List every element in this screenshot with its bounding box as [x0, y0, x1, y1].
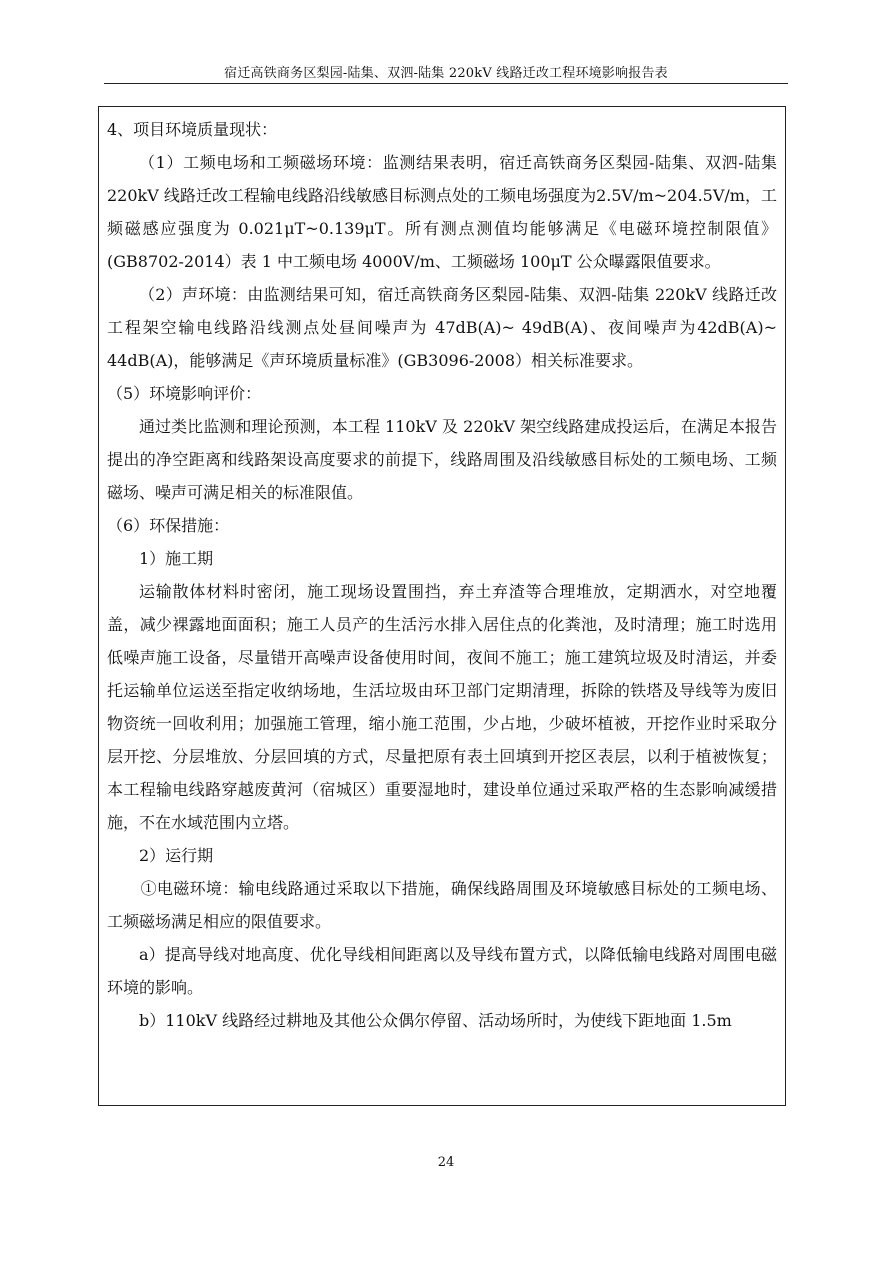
page-number: 24 [437, 1155, 455, 1170]
paragraph-noise-status: （2）声环境：由监测结果可知，宿迁高铁商务区梨园-陆集、双泗-陆集 220kV 线路迁改工程架空输电线路沿线测点处昼间噪声为 47dB(A)~ 49dB(A)、夜间噪声为42dB(A)~ 44dB(A)，能够满足《声环境质量标准》(GB3096-2008）相关标准要求。 [107, 285, 777, 370]
paragraph-measure-a: a）提高导线对地高度、优化导线相间距离以及导线布置方式，以降低输电线路对周围电磁环境的影响。 [107, 945, 777, 997]
paragraph-impact-evaluation: 通过类比监测和理论预测，本工程 110kV 及 220kV 架空线路建成投运后，在满足本报告提出的净空距离和线路架设高度要求的前提下，线路周围及沿线敏感目标处的工频电场、工频磁场、噪声可满足相关的标准限值。 [107, 417, 777, 502]
subheading-construction-period: 1）施工期 [139, 549, 214, 568]
subheading-operation-period: 2）运行期 [139, 846, 214, 865]
paragraph-electromagnetic-measures: ①电磁环境：输电线路通过采取以下措施，确保线路周围及环境敏感目标处的工频电场、工频磁场满足相应的限值要求。 [107, 879, 777, 931]
paragraph-measure-b: b）110kV 线路经过耕地及其他公众偶尔停留、活动场所时，为使线下距地面 1.5m [139, 1011, 732, 1030]
report-header-title: 宿迁高铁商务区梨园-陆集、双泗-陆集 220kV 线路迁改工程环境影响报告表 [224, 66, 668, 81]
content-body [107, 113, 777, 1037]
section-heading-impact-evaluation: （5）环境影响评价： [107, 384, 262, 403]
content-frame [98, 106, 786, 1106]
section-heading-quality-status: 4、项目环境质量现状： [107, 120, 278, 139]
paragraph-construction-measures: 运输散体材料时密闭，施工现场设置围挡，弃土弃渣等合理堆放，定期洒水，对空地覆盖，减少裸露地面面积；施工人员产的生活污水排入居住点的化粪池，及时清理；施工时选用低噪声施工设备，尽量错开高噪声设备使用时间，夜间不施工；施工建筑垃圾及时清运，并委托运输单位运送至指定收纳场地，生活垃圾由环卫部门定期清理，拆除的铁塔及导线等为废旧物资统一回收利用；加强施工管理，缩小施工范围，少占地，少破坏植被，开挖作业时采取分层开挖、分层堆放、分层回填的方式，尽量把原有表土回填到开挖区表层，以利于植被恢复；本工程输电线路穿越废黄河（宿城区）重要湿地时，建设单位通过采取严格的生态影响减缓措施，不在水域范围内立塔。 [107, 582, 777, 832]
section-heading-protection-measures: （6）环保措施： [107, 516, 230, 535]
paragraph-emf-status: （1）工频电场和工频磁场环境：监测结果表明，宿迁高铁商务区梨园-陆集、双泗-陆集 220kV 线路迁改工程输电线路沿线敏感目标测点处的工频电场强度为2.5V/m~204.5V/m，工频磁感应强度为 0.021μT~0.139μT。所有测点测值均能够满足《电磁环境控制限值》(GB8702-2014）表 1 中工频电场 4000V/m、工频磁场 100μT 公众曝露限值要求。 [107, 153, 777, 271]
header-divider [104, 83, 788, 84]
